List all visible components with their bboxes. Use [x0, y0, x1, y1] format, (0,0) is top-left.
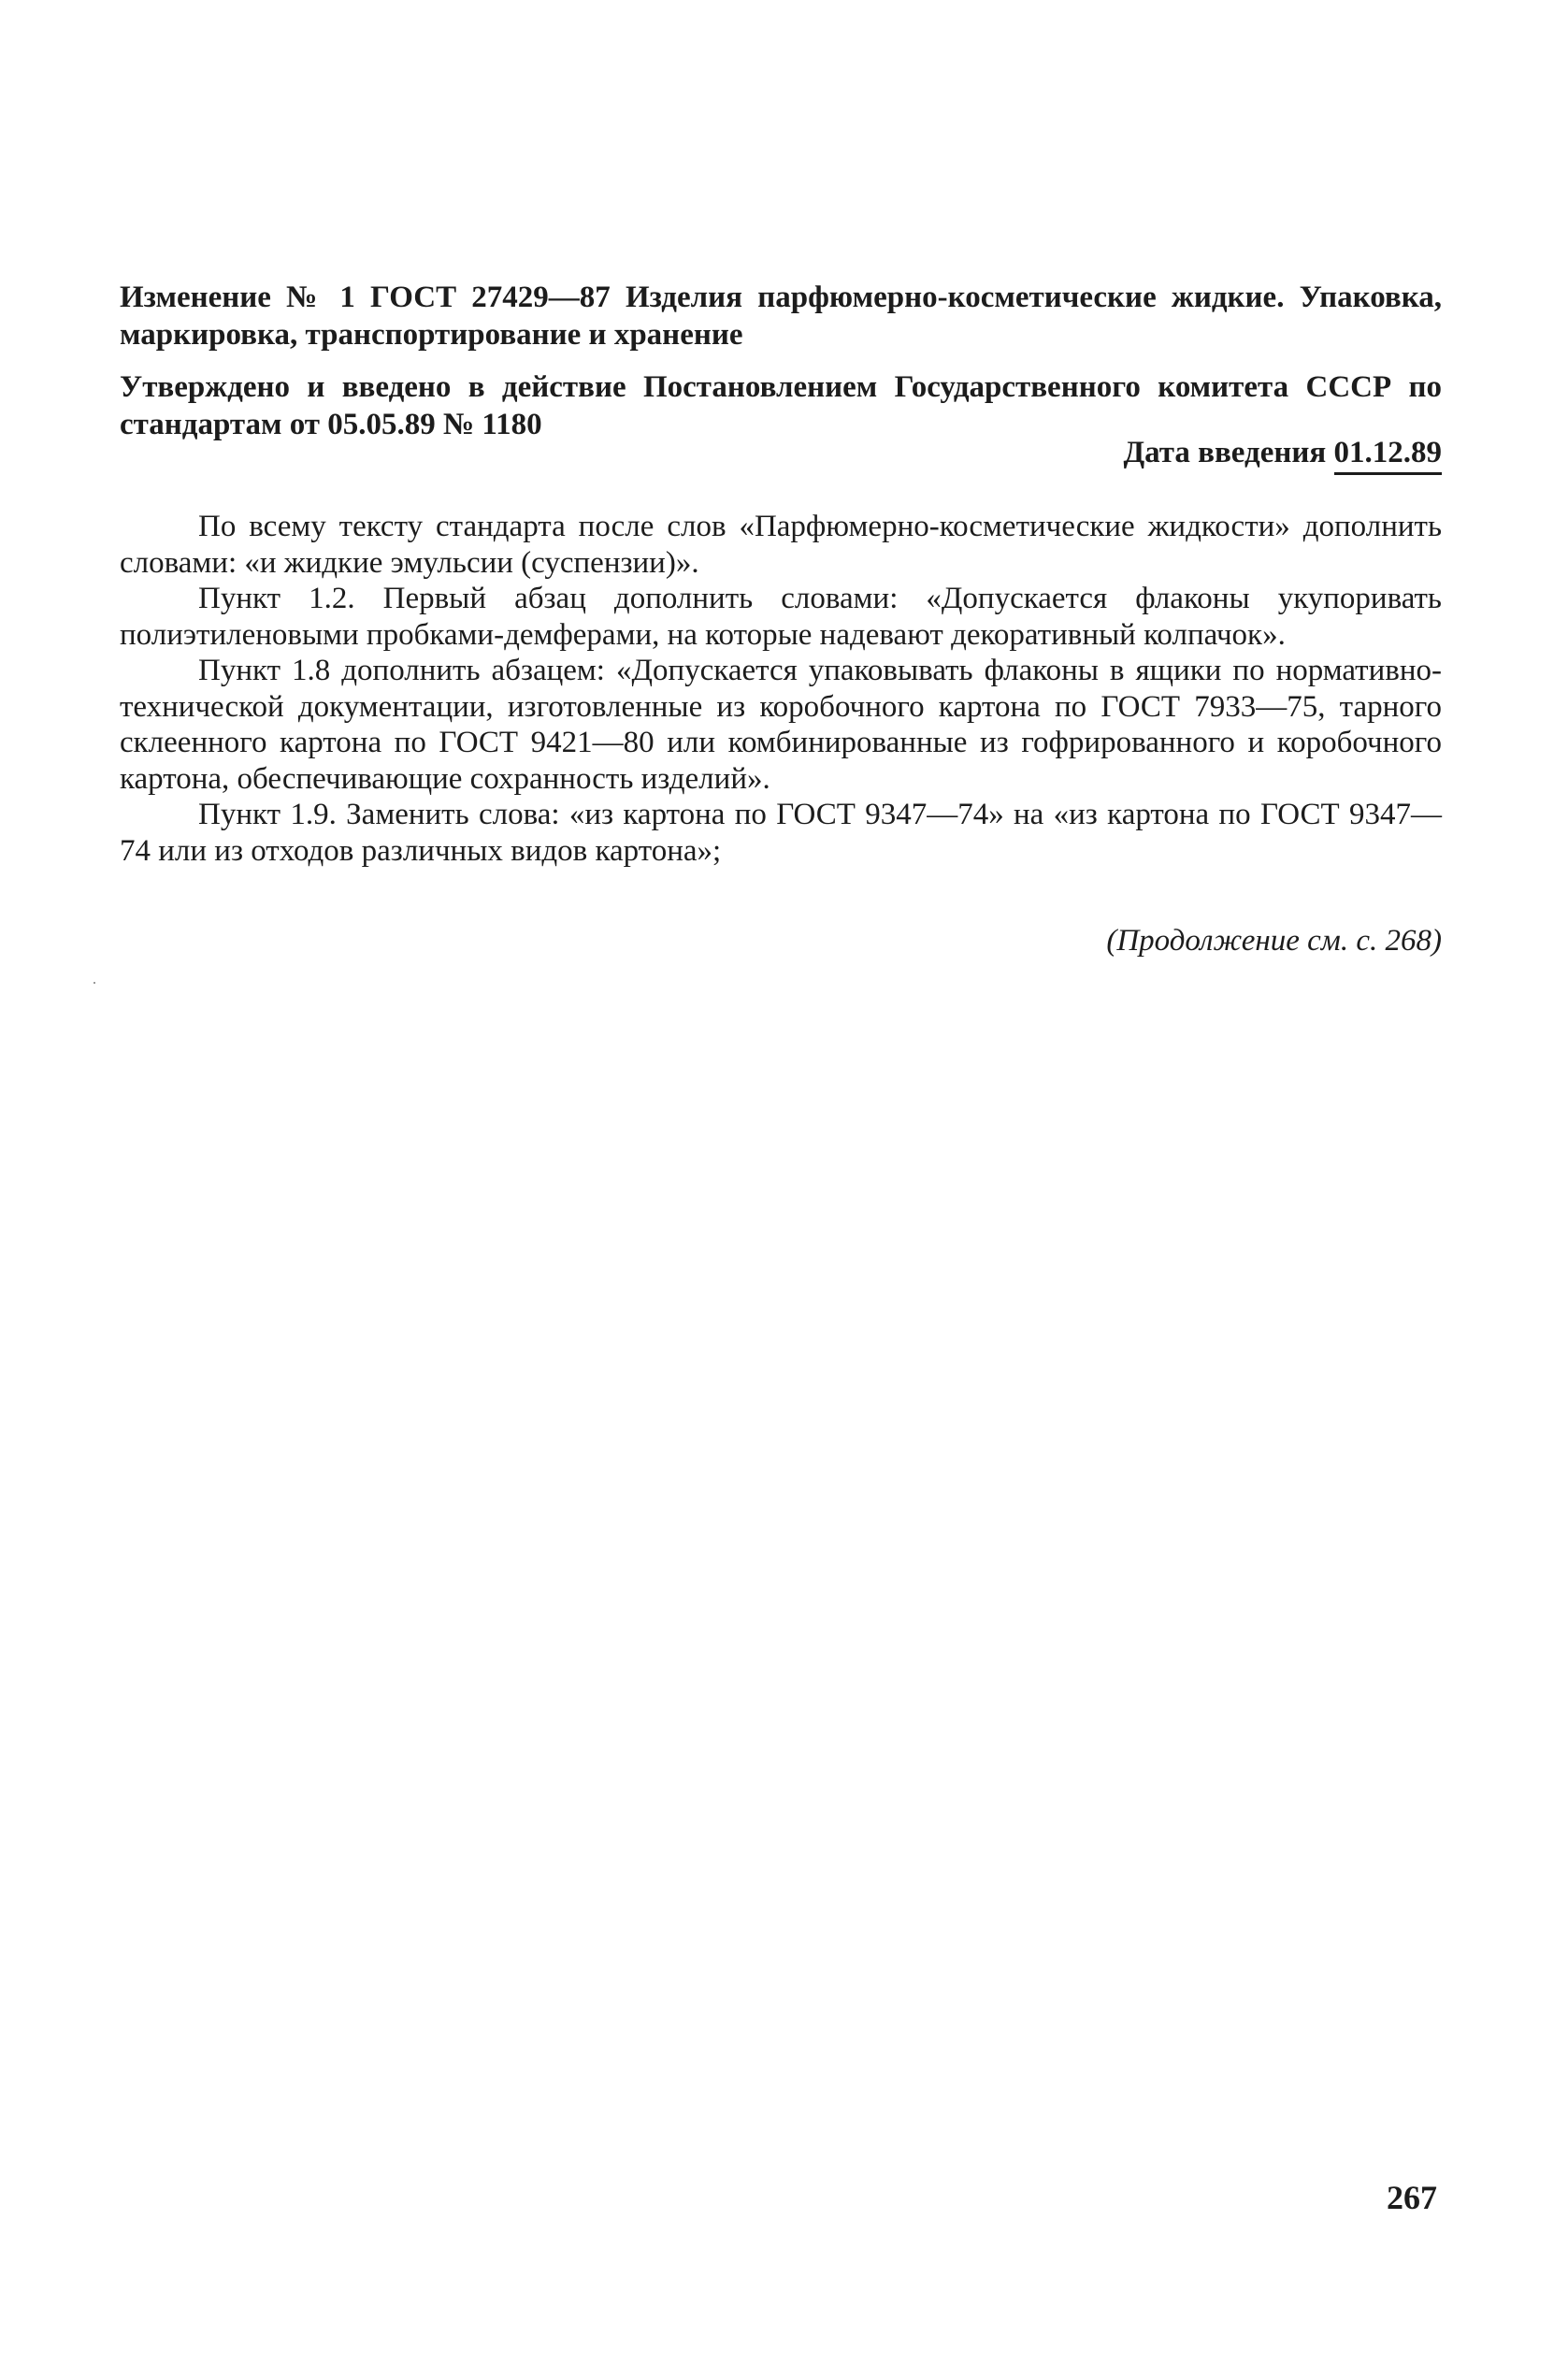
amendment-body [120, 509, 1442, 869]
paragraph-item-1-9: Пункт 1.9. Заменить слова: «из картона по ГОСТ 9347—74» на «из картона по ГОСТ 9347—74 или из отходов различных видов картона»; [120, 798, 1442, 868]
paragraph-item-1-2: Пункт 1.2. Первый абзац дополнить словами: «Допускается флаконы укупоривать полиэтиленовыми пробками-демферами, на которые надевают декоративный колпачок». [120, 582, 1442, 652]
paragraph-general: По всему тексту стандарта после слов «Парфюмерно-косметические жидкости» дополнить словами: «и жидкие эмульсии (суспензии)». [120, 510, 1442, 580]
introduction-date-value: 01.12.89 [1334, 435, 1443, 475]
document-title: Изменение № 1 ГОСТ 27429—87 Изделия парфюмерно-косметические жидкие. Упаковка, маркировка, транспортирование и хранение [120, 281, 1442, 352]
continuation-note: (Продолжение см. с. 268) [1106, 924, 1442, 958]
paragraph-item-1-8: Пункт 1.8 дополнить абзацем: «Допускается упаковывать флаконы в ящики по нормативно-технической документации, изготовленные из коробочного картона по ГОСТ 7933—75, тарного склеенного картона по ГОСТ 9421—80 или комбинированные из гофрированного и коробочного картона, обеспечивающие сохранность изделий». [120, 654, 1442, 796]
approval-statement: Утверждено и введено в действие Постановлением Государственного комитета СССР по стандартам от 05.05.89 № 1180 [120, 370, 1442, 441]
page-number: 267 [1387, 2179, 1437, 2216]
scan-speck [94, 982, 95, 984]
introduction-date [120, 434, 1442, 475]
introduction-date-label: Дата введения [1123, 436, 1327, 469]
